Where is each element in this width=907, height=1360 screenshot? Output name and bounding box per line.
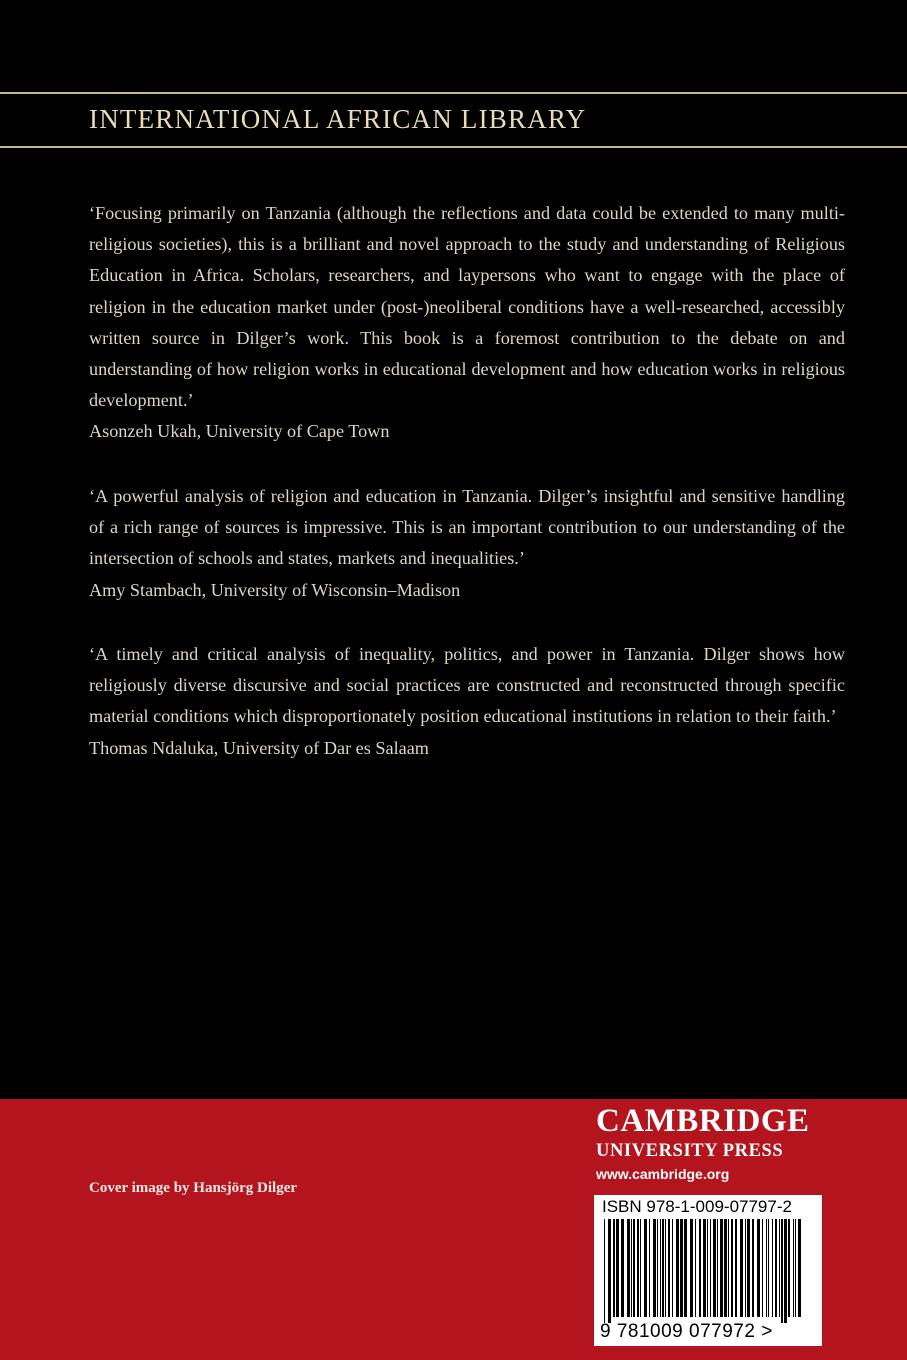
barcode-bar bbox=[665, 1219, 666, 1317]
barcode-bar bbox=[657, 1219, 658, 1317]
barcode-icon bbox=[602, 1219, 814, 1323]
review-3-attribution: Thomas Ndaluka, University of Dar es Salaam bbox=[89, 737, 429, 758]
barcode-bar bbox=[608, 1219, 611, 1323]
barcode-bar bbox=[762, 1219, 763, 1317]
barcode-bar bbox=[649, 1219, 650, 1317]
barcode-bar bbox=[668, 1219, 670, 1317]
barcode-bar bbox=[745, 1219, 746, 1317]
barcode-bar bbox=[690, 1219, 693, 1317]
barcode-bar bbox=[640, 1219, 641, 1317]
review-3-text: ‘A timely and critical analysis of inequality, politics, and power in Tanzania. Dilger shows how religiously diverse discursive and social practices are constructed and reconstructed through specific material conditions which disproportionately position educational institutions in relation to their faith.’ bbox=[89, 644, 845, 727]
barcode-bar bbox=[779, 1219, 780, 1317]
barcode-bar bbox=[703, 1219, 706, 1317]
barcode-bar bbox=[633, 1219, 635, 1317]
publisher-url: www.cambridge.org bbox=[596, 1166, 730, 1182]
review-2-attribution: Amy Stambach, University of Wisconsin–Madison bbox=[89, 579, 461, 600]
barcode-bar bbox=[672, 1219, 673, 1317]
barcode-bar bbox=[644, 1219, 647, 1317]
publisher-subtitle: UNIVERSITY PRESS bbox=[596, 1141, 784, 1161]
barcode-bar bbox=[788, 1219, 790, 1317]
barcode-bar bbox=[784, 1219, 787, 1323]
barcode-bar bbox=[740, 1219, 743, 1317]
review-1-text: ‘Focusing primarily on Tanzania (although the reflections and data could be extended to many multi-religious societies), this is a brilliant and novel approach to the study and understanding of Religious Education in Africa. Scholars, researchers, and laypersons who want to engage with the place of religion in the education market under (post-)neoliberal conditions have a well-researched, accessibly written source in Dilger’s work. This book is a foremost contribution to the debate on and understanding of how religion works in educational development and how education works in religious development.’ bbox=[89, 203, 845, 411]
barcode-bar bbox=[795, 1219, 796, 1317]
barcode-bar bbox=[613, 1219, 615, 1317]
barcode-bar bbox=[653, 1219, 656, 1317]
series-title: INTERNATIONAL AFRICAN LIBRARY bbox=[89, 104, 587, 134]
top-rule bbox=[0, 92, 907, 94]
cover-credit: Cover image by Hansjörg Dilger bbox=[89, 1180, 298, 1196]
barcode-bar bbox=[757, 1219, 760, 1317]
barcode-bar bbox=[772, 1219, 773, 1317]
review-1 bbox=[89, 198, 845, 448]
barcode-bar bbox=[680, 1219, 683, 1317]
barcode-bar bbox=[798, 1219, 801, 1317]
barcode-bar bbox=[676, 1219, 679, 1317]
barcode-bar bbox=[731, 1219, 733, 1317]
barcode-bar bbox=[793, 1219, 794, 1317]
isbn-label: ISBN 978-1-009-07797-2 bbox=[602, 1197, 792, 1216]
barcode-bar bbox=[604, 1219, 605, 1323]
barcode-bar bbox=[662, 1219, 664, 1317]
isbn-digits: 9 781009 077972 > bbox=[600, 1321, 773, 1342]
barcode-bar bbox=[724, 1219, 727, 1317]
review-2 bbox=[89, 481, 845, 606]
review-2-text: ‘A powerful analysis of religion and education in Tanzania. Dilger’s insightful and sensitive handling of a rich range of sources is impressive. This is an important contribution to our understanding of the intersection of schools and states, markets and inequalities.’ bbox=[89, 486, 845, 569]
barcode-bar bbox=[660, 1219, 661, 1317]
review-3 bbox=[89, 639, 845, 764]
barcode-bar bbox=[713, 1219, 716, 1317]
barcode-bar bbox=[621, 1219, 624, 1317]
barcode-bar bbox=[631, 1219, 632, 1317]
barcode-bar bbox=[720, 1219, 723, 1317]
barcode-bar bbox=[728, 1219, 729, 1317]
barcode-bar bbox=[766, 1219, 767, 1317]
barcode-bar bbox=[684, 1219, 687, 1317]
barcode-bar bbox=[768, 1219, 769, 1317]
review-1-attribution: Asonzeh Ukah, University of Cape Town bbox=[89, 421, 390, 442]
barcode-bar bbox=[707, 1219, 708, 1317]
bottom-rule bbox=[0, 146, 907, 148]
barcode-bar bbox=[637, 1219, 639, 1317]
barcode-bar bbox=[710, 1219, 711, 1317]
barcode-bar bbox=[695, 1219, 696, 1317]
barcode-bar bbox=[781, 1219, 783, 1323]
publisher-name: CAMBRIDGE bbox=[596, 1103, 810, 1139]
barcode-bar bbox=[699, 1219, 701, 1317]
isbn-barcode-box bbox=[594, 1195, 822, 1346]
barcode-bar bbox=[752, 1219, 754, 1317]
barcode-bar bbox=[747, 1219, 750, 1317]
barcode-bar bbox=[775, 1219, 777, 1317]
barcode-bar bbox=[717, 1219, 718, 1317]
barcode-bar bbox=[735, 1219, 737, 1317]
barcode-bar bbox=[616, 1219, 619, 1317]
barcode-bar bbox=[627, 1219, 630, 1317]
